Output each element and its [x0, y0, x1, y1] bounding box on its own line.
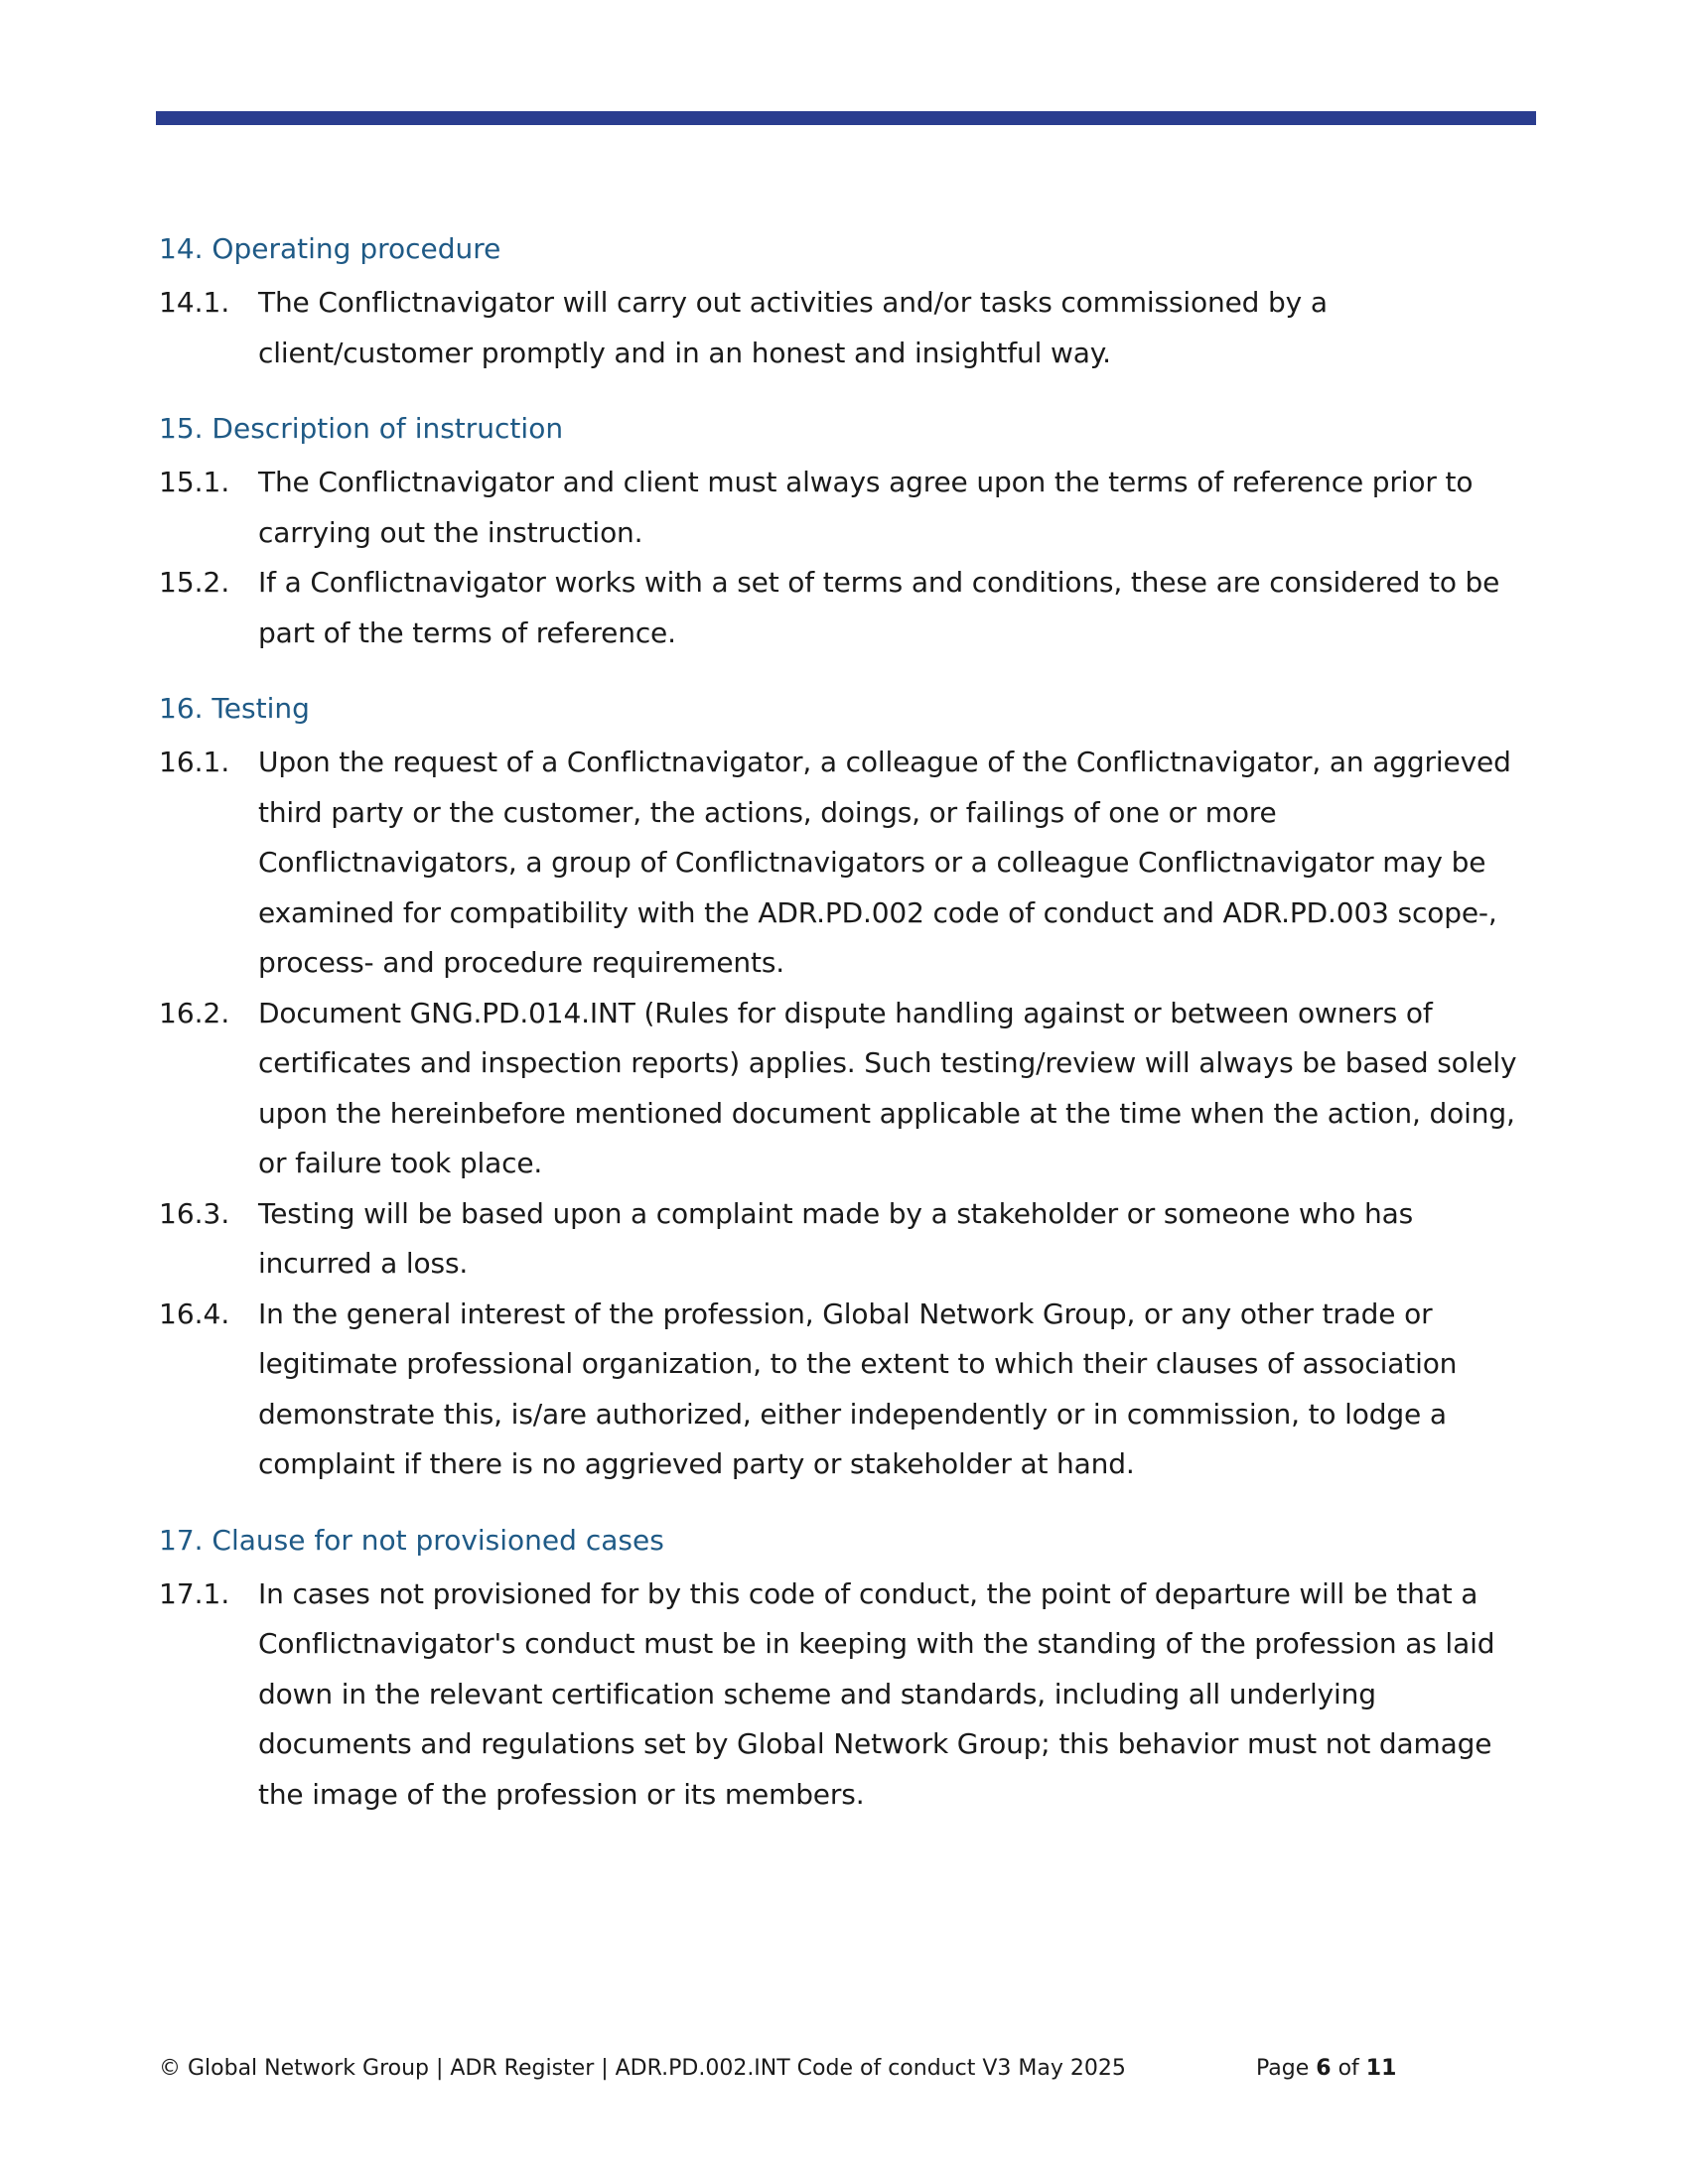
section-14 — [159, 230, 1534, 378]
footer-copyright: © Global Network Group | ADR Register | ADR.PD.002.INT Code of conduct V3 May 2025 — [159, 2056, 1126, 2081]
header-rule — [156, 111, 1536, 125]
clause-text: The Conflictnavigator will carry out activities and/or tasks commissioned by a client/customer promptly and in an honest and insightful way. — [258, 286, 1328, 369]
clause-number: 15.2. — [159, 566, 230, 599]
document-body — [159, 230, 1534, 1851]
clause-16-2 — [159, 989, 1534, 1189]
clause-15-2 — [159, 558, 1534, 658]
clause-number: 16.3. — [159, 1196, 230, 1230]
clause-number: 16.4. — [159, 1297, 230, 1330]
clause-text: The Conflictnavigator and client must always agree upon the terms of reference prior to carrying out the instruction. — [258, 466, 1474, 549]
page-of: of — [1337, 2056, 1359, 2081]
clause-16-1 — [159, 738, 1534, 989]
page-label: Page — [1256, 2056, 1310, 2081]
clause-text: Testing will be based upon a complaint made by a stakeholder or someone who has incurred a loss. — [258, 1196, 1414, 1280]
clause-15-1 — [159, 458, 1534, 558]
section-heading: 14. Operating procedure — [159, 232, 501, 265]
clause-number: 17.1. — [159, 1576, 230, 1610]
section-15 — [159, 410, 1534, 658]
section-16 — [159, 690, 1534, 1490]
clause-14-1 — [159, 278, 1534, 378]
clause-17-1 — [159, 1570, 1534, 1821]
section-heading: 15. Description of instruction — [159, 412, 564, 445]
clause-number: 16.2. — [159, 996, 230, 1029]
clause-number: 14.1. — [159, 286, 230, 319]
page-footer — [159, 2054, 1400, 2084]
clause-text: If a Conflictnavigator works with a set of terms and conditions, these are considered to be part of the terms of reference. — [258, 566, 1500, 649]
clause-text: In the general interest of the profession, Global Network Group, or any other trade or legitimate professional organization, to the extent to which their clauses of association demonstrate this, is/are authorized, either independently or in commission, to lodge a complaint if there is no aggrieved party or stakeholder at hand. — [258, 1297, 1458, 1480]
clause-16-3 — [159, 1189, 1534, 1290]
section-heading: 17. Clause for not provisioned cases — [159, 1523, 664, 1557]
page-total: 11 — [1365, 2056, 1397, 2081]
clause-text: In cases not provisioned for by this code of conduct, the point of departure will be that a Conflictnavigator's conduct must be in keeping with the standing of the profession as laid down in the relevant certification scheme and standards, including all underlying documents and regulations set by Global Network Group; this behavior must not damage the image of the profession or its members. — [258, 1576, 1495, 1811]
section-17 — [159, 1522, 1534, 1821]
section-heading: 16. Testing — [159, 692, 310, 725]
clause-text: Document GNG.PD.014.INT (Rules for dispute handling against or between owners of certificates and inspection reports) applies. Such testing/review will always be based solely upon the hereinbefore mentioned document applicable at the time when the action, doing, or failure took place. — [258, 996, 1517, 1179]
page-number — [1256, 2054, 1396, 2084]
clause-text: Upon the request of a Conflictnavigator, a colleague of the Conflictnavigator, an aggrieved third party or the customer, the actions, doings, or failings of one or more Conflictnavigators, a group of Conflictnavigators or a colleague Conflictnavigator may be examined for compatibility with the ADR.PD.002 code of conduct and ADR.PD.003 scope-, process- and procedure requirements. — [258, 746, 1511, 979]
clause-number: 16.1. — [159, 746, 230, 778]
clause-16-4 — [159, 1290, 1534, 1490]
page-current: 6 — [1316, 2056, 1332, 2081]
clause-number: 15.1. — [159, 466, 230, 498]
